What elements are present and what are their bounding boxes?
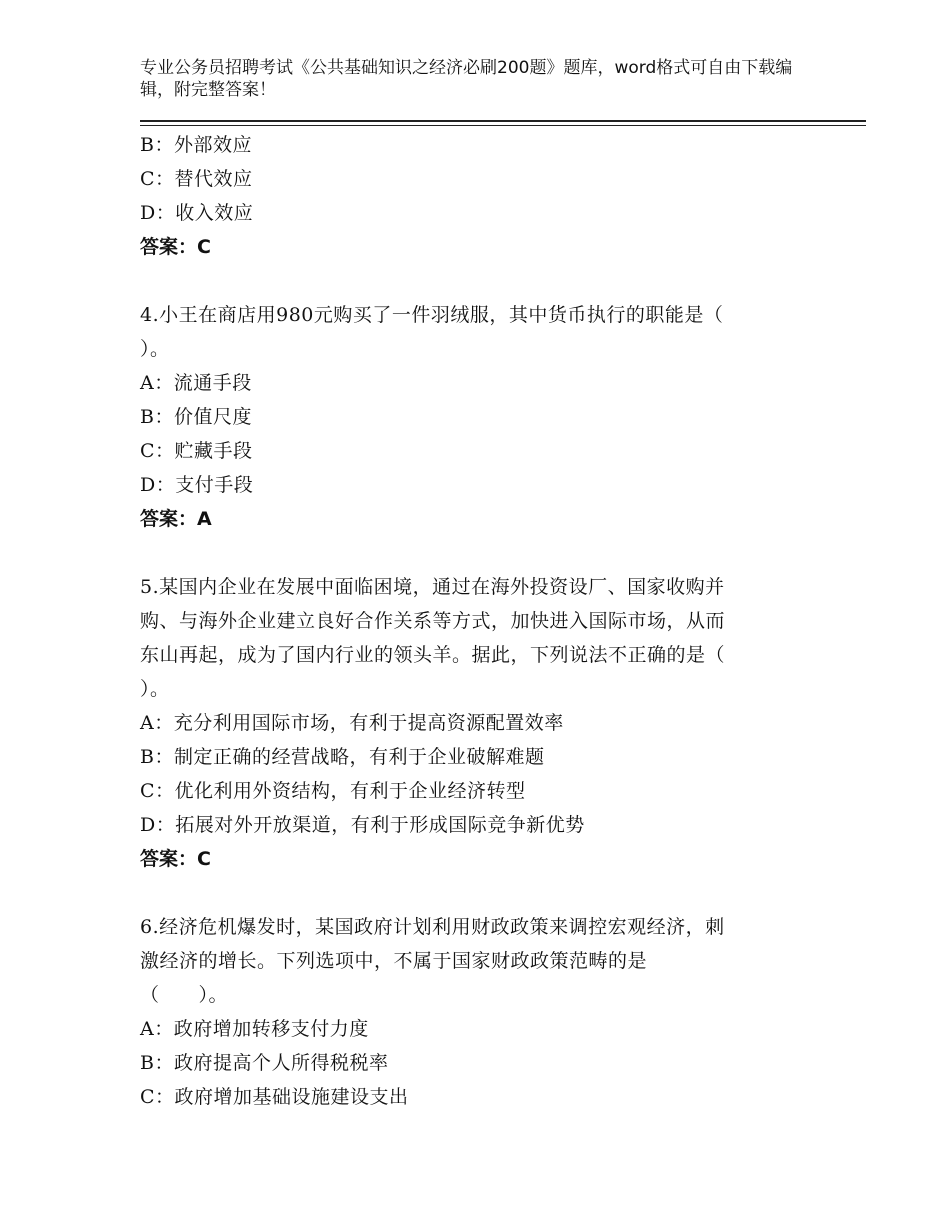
- question-3-options: [140, 128, 800, 230]
- option-b: B：价值尺度: [140, 406, 252, 428]
- option-d: D：支付手段: [140, 474, 254, 496]
- option-a: A：政府增加转移支付力度: [140, 1018, 369, 1040]
- question-4-stem-line-1: 4.小王在商店用980元购买了一件羽绒服，其中货币执行的职能是（: [140, 304, 724, 326]
- question-5-answer: 答案：C: [140, 848, 211, 870]
- header-rule-thick: [140, 120, 866, 122]
- spacer: [140, 876, 800, 910]
- spacer: [140, 264, 800, 298]
- header-rule-thin: [140, 125, 866, 126]
- option-c: C：优化利用外资结构，有利于企业经济转型: [140, 780, 526, 802]
- option-b: B：外部效应: [140, 134, 252, 156]
- question-6-stem-line-1: 6.经济危机爆发时，某国政府计划利用财政政策来调控宏观经济，刺: [140, 916, 725, 938]
- option-b: B：政府提高个人所得税税率: [140, 1052, 389, 1074]
- option-b: B：制定正确的经营战略，有利于企业破解难题: [140, 746, 545, 768]
- question-6-stem-line-2: 激经济的增长。下列选项中，不属于国家财政政策范畴的是: [140, 950, 648, 972]
- question-5: [140, 570, 800, 876]
- option-a: A：充分利用国际市场，有利于提高资源配置效率: [140, 712, 564, 734]
- question-6: [140, 910, 800, 1114]
- page-header: 专业公务员招聘考试《公共基础知识之经济必刷200题》题库，word格式可自由下载编辑，附完整答案！: [140, 58, 793, 100]
- question-4-answer: 答案：A: [140, 508, 212, 530]
- spacer: [140, 536, 800, 570]
- option-c: C：贮藏手段: [140, 440, 253, 462]
- option-d: D：拓展对外开放渠道，有利于形成国际竞争新优势: [140, 814, 585, 836]
- question-4-stem-line-2: ）。: [140, 338, 170, 360]
- option-d: D：收入效应: [140, 202, 254, 224]
- question-content: [140, 128, 800, 1114]
- question-5-stem-line-1: 5.某国内企业在发展中面临困境，通过在海外投资设厂、国家收购并: [140, 576, 725, 598]
- question-5-stem-line-4: ）。: [140, 678, 170, 700]
- option-a: A：流通手段: [140, 372, 252, 394]
- question-5-stem-line-3: 东山再起，成为了国内行业的领头羊。据此，下列说法不正确的是（: [140, 644, 726, 666]
- question-3-answer: 答案：C: [140, 236, 211, 258]
- question-4: [140, 298, 800, 536]
- option-c: C：政府增加基础设施建设支出: [140, 1086, 409, 1108]
- option-c: C：替代效应: [140, 168, 253, 190]
- question-6-stem-line-3: （ ）。: [140, 984, 229, 1006]
- question-5-stem-line-2: 购、与海外企业建立良好合作关系等方式，加快进入国际市场，从而: [140, 610, 726, 632]
